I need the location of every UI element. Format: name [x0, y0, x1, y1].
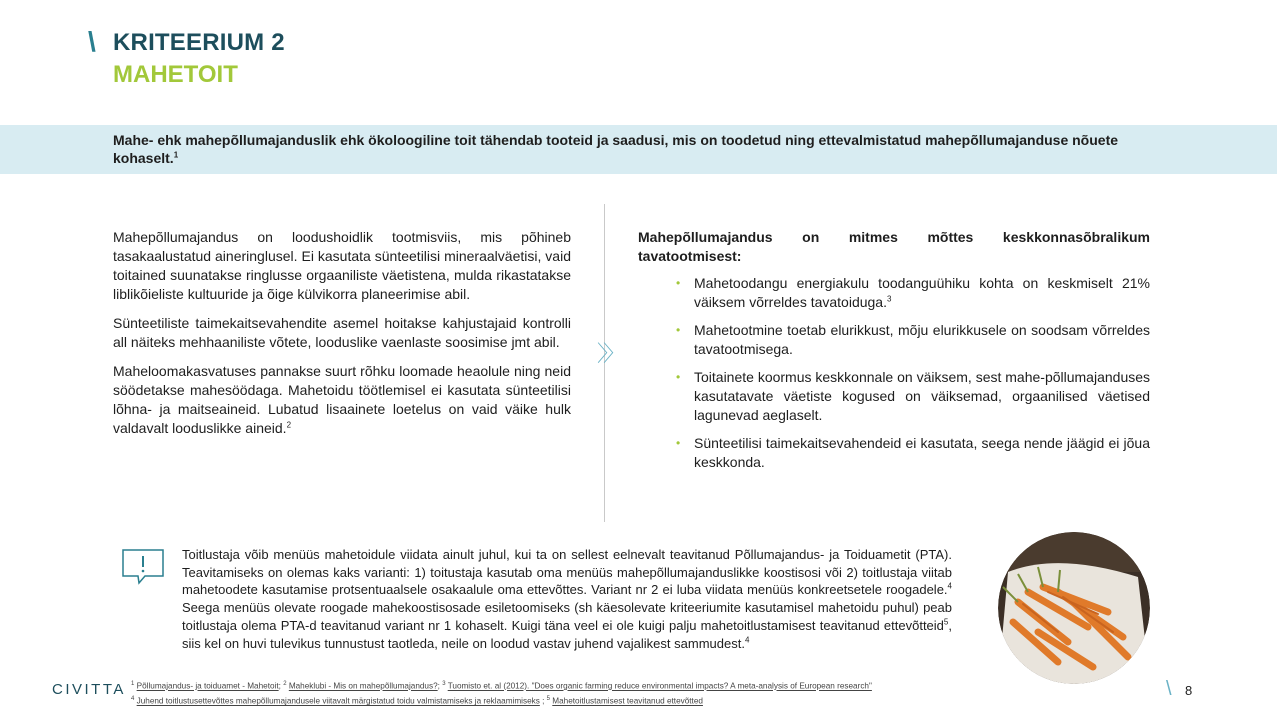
benefits-heading: Mahepõllumajandus on mitmes mõttes keskkonnasõbralikum tavatootmisest: [638, 229, 1150, 264]
page-subtitle: MAHETOIT [113, 61, 238, 88]
footnote-link-2[interactable]: Maheklubi - Mis on mahepõllumajandus? [288, 681, 438, 691]
exclamation-speech-bubble-icon [121, 548, 165, 586]
carrots-photo [998, 532, 1150, 684]
right-column [638, 228, 1150, 481]
definition-body: Mahe- ehk mahepõllumajanduslik ehk ökoloogiline toit tähendab tooteid ja saadusi, mis on toodetud ning ettevalmistatud mahepõllumajanduse nõuete kohaselt. [113, 132, 1119, 166]
footnote-ref: 2 [286, 420, 292, 430]
list-item: • Sünteetilisi taimekaitsevahendeid ei kasutata, seega nende jäägid ei jõua keskkonda. [638, 434, 1150, 472]
footnotes [131, 678, 1051, 708]
paragraph: Mahepõllumajandus on loodushoidlik tootmisviis, mis põhineb tasakaalustatud aineringlusel. Ei kasutata sünteetilisi mineraalväetisi, vaid toitained suunatakse ringlusse orgaaniliste väetistena, mulda rikastatakse liblikõieliste kultuuride ja õige külvikorra planeerimise abil. [113, 229, 571, 302]
footnote-link-3[interactable]: Tuomisto et. al (2012). "Does organic farming reduce environmental impacts? A meta-analysis of European research" [447, 681, 872, 691]
footnote-link-5[interactable]: Mahetoitlustamisest teavitanud ettevõtted [552, 696, 703, 706]
footnote-line-1: $^1$ Põllumajandus- ja toiduamet - Mahetoit; $^2$ Maheklubi - Mis on mahepõllumajandus?; $^3$ Tuomisto et. al (2012). "Does organic farming reduce environmental impacts? A meta-analysis of European research" [131, 681, 872, 691]
double-chevron-icon: 〉〉 [597, 341, 621, 366]
footnote-line-2: $^4$ Juhend toitlustusettevõttes mahepõllumajandusele viitavalt märgistatud toidu valmistamiseks ja reklaamimiseks ; $^5$ Mahetoitlustamisest teavitanud ettevõtted [131, 696, 703, 706]
page-title: KRITEERIUM 2 [113, 29, 285, 56]
paragraph: Maheloomakasvatuses pannakse suurt rõhku loomade heaolule ning neid söödetakse mahesöödaga. Mahetoidu töötlemisel ei kasutata sünteetilisi lõhna- ja maitseaineid. Lubatud lisaainete loetelus on vaid väike hulk valdavalt looduslikke aineid.$^2$ [113, 363, 571, 436]
paragraph: Sünteetiliste taimekaitsevahendite asemel hoitakse kahjustajaid kontrolli all näiteks mehhaaniliste võtete, looduslike vaenlaste soosimise jmt abil. [113, 315, 571, 350]
list-item: • Mahetootmine toetab elurikkust, mõju elurikkusele on soodsam võrreldes tavatootmisega. [638, 321, 1150, 359]
page-slash-mark: \ [1166, 678, 1172, 700]
civitta-logo: CIVITTA [52, 681, 126, 698]
header-slash-mark: \ [88, 26, 96, 57]
notice-text: Toitlustaja võib menüüs mahetoidule viidata ainult juhul, kui ta on sellest eelnevalt teavitanud Põllumajandus- ja Toiduametit (PTA). Teavitamiseks on olemas kaks varianti: 1) toitustaja kasutab oma menüüs mahepõllumajanduslikke koostisosi või 2) toitlustaja viitab mahetoodete kasutamise protsentuaalsele osakaalule oma ettevõttes. Variant nr 2 ei luba viidata menüüs konkreetsetele roogadele.$^4$ Seega menüüs olevate roogade mahekoostisosade esiletoomiseks (sh käesolevate kriteeriumite kasutamisel mahetoidu puhul) peab toitlustaja olema PTA-d teavitanud variant nr 1 kohaselt. Kuigi täna veel ei ole kuigi palju mahetoitlustamisest teavitanud ettevõtteid$^5$, siis kel on huvi tulevikus tunnustust taotleda, neile on loodud vastav juhend vajalikest sammudest.$^4$ [182, 547, 952, 651]
list-item: • Toitainete koormus keskkonnale on väiksem, sest mahe-põllumajanduses kasutatavate väetiste kogused on väiksemad, orgaanilised väetised lagunevad aeglaselt. [638, 368, 1150, 425]
footnote-link-1[interactable]: Põllumajandus- ja toiduamet - Mahetoit [136, 681, 279, 691]
benefits-list [638, 274, 1150, 472]
definition-text [113, 131, 1173, 167]
list-item: • Mahetoodangu energiakulu toodanguühiku kohta on keskmiselt 21% väiksem võrreldes tavatoiduga.$^3$ [638, 274, 1150, 312]
page-number: 8 [1185, 683, 1193, 698]
footnote-link-4[interactable]: Juhend toitlustusettevõttes mahepõllumajandusele viitavalt märgistatud toidu valmistamiseks ja reklaamimiseks [136, 696, 540, 706]
left-column [113, 228, 571, 448]
footnote-ref: 1 [173, 150, 179, 160]
